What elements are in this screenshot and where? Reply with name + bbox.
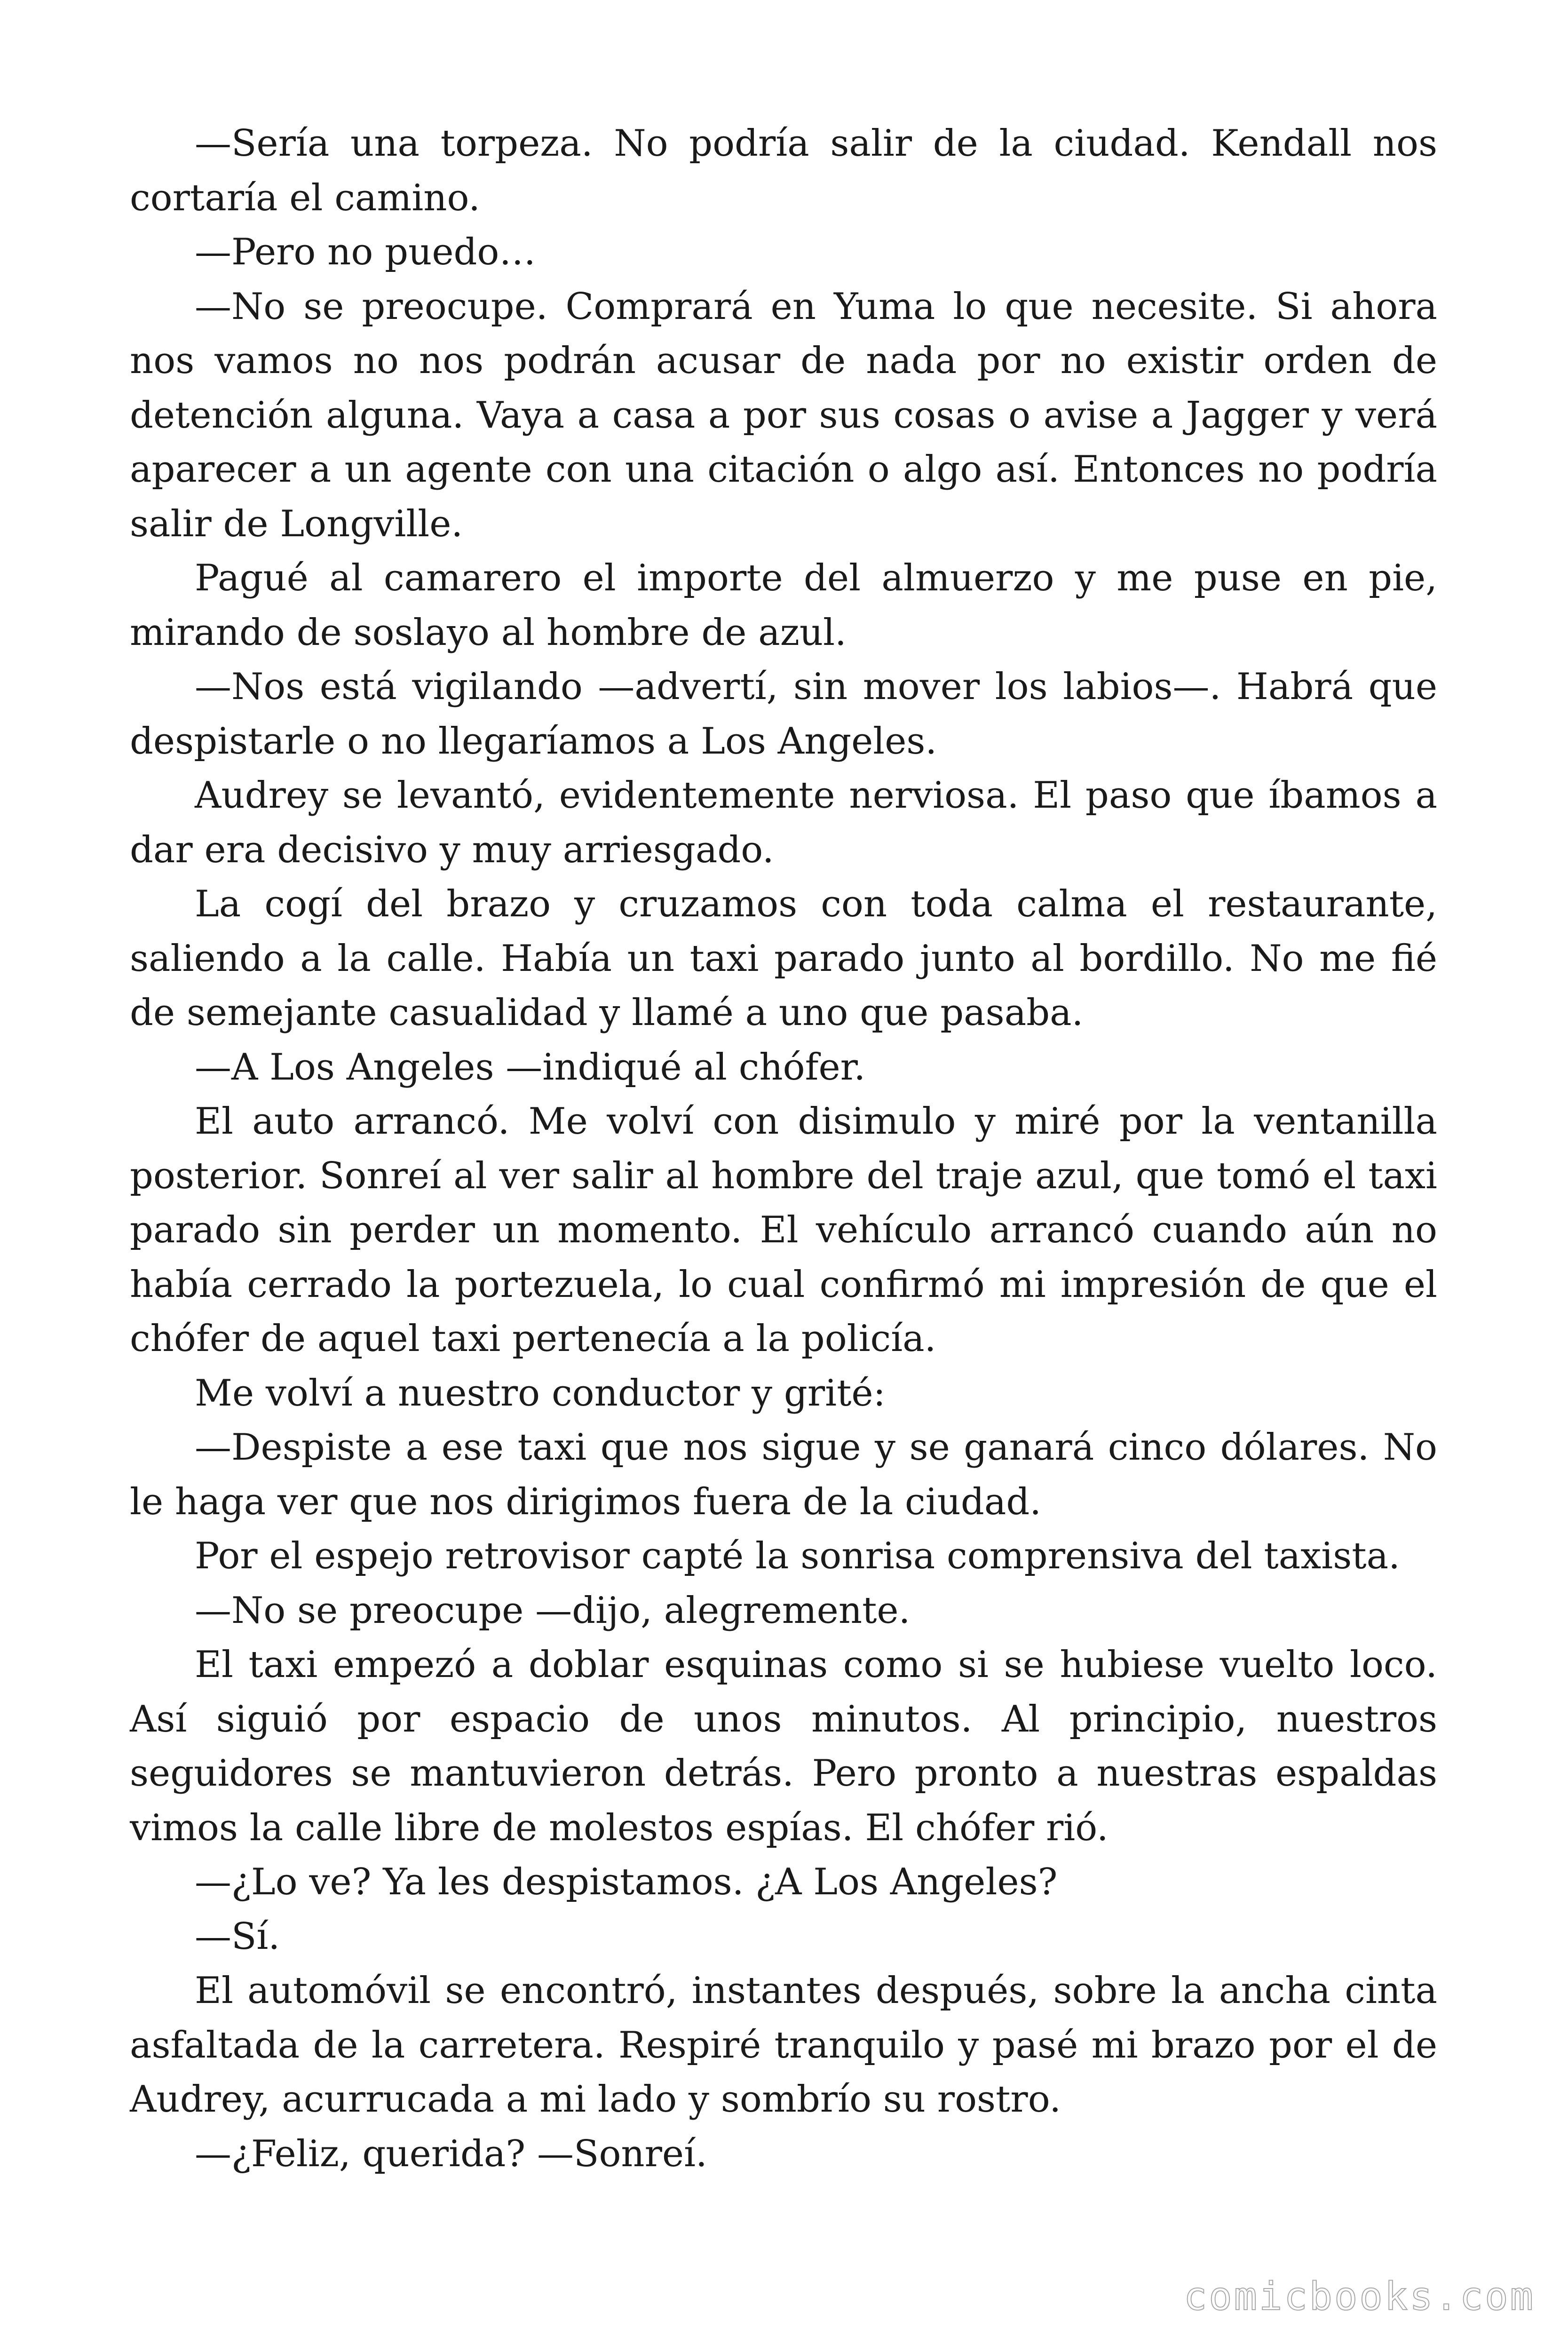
body-text xyxy=(130,117,1437,2181)
paragraph: El automóvil se encontró, instantes después, sobre la ancha cinta asfaltada de la carretera. Respiré tranquilo y pasé mi brazo por el de Audrey, acurrucada a mi lado y sombrío su rostro. xyxy=(130,1970,1437,2121)
paragraph: El auto arrancó. Me volví con disimulo y miré por la ventanilla posterior. Sonreí al ver salir al hombre del traje azul, que tomó el taxi parado sin perder un momento. El vehículo arrancó cuando aún no había cerrado la portezuela, lo cual confirmó mi impresión de que el chófer de aquel taxi pertenecía a la policía. xyxy=(130,1100,1437,1360)
paragraph: —¿Lo ve? Ya les despistamos. ¿A Los Angeles? xyxy=(195,1861,1058,1903)
paragraph: —¿Feliz, querida? —Sonreí. xyxy=(195,2132,707,2175)
paragraph: Audrey se levantó, evidentemente nerviosa. El paso que íbamos a dar era decisivo y muy arriesgado. xyxy=(130,774,1437,871)
paragraph: Por el espejo retrovisor capté la sonrisa comprensiva del taxista. xyxy=(195,1535,1400,1577)
paragraph: —Sería una torpeza. No podría salir de la ciudad. Kendall nos cortaría el camino. xyxy=(130,122,1437,219)
paragraph: La cogí del brazo y cruzamos con toda calma el restaurante, saliendo a la calle. Había un taxi parado junto al bordillo. No me fié de semejante casualidad y llamé a uno que pasaba. xyxy=(130,883,1437,1034)
paragraph: —No se preocupe —dijo, alegremente. xyxy=(195,1589,911,1632)
paragraph: —No se preocupe. Comprará en Yuma lo que necesite. Si ahora nos vamos no nos podrán acusar de nada por no existir orden de detención alguna. Vaya a casa a por sus cosas o avise a Jagger y verá aparecer a un agente con una citación o algo así. Entonces no podría salir de Longville. xyxy=(130,285,1437,545)
paragraph: —Despiste a ese taxi que nos sigue y se ganará cinco dólares. No le haga ver que nos dirigimos fuera de la ciudad. xyxy=(130,1426,1437,1523)
paragraph: —Sí. xyxy=(195,1915,280,1958)
paragraph: Me volví a nuestro conductor y grité: xyxy=(195,1372,886,1414)
paragraph: —Nos está vigilando —advertí, sin mover los labios—. Habrá que despistarle o no llegaríamos a Los Angeles. xyxy=(130,666,1437,763)
paragraph: El taxi empezó a doblar esquinas como si se hubiese vuelto loco. Así siguió por espacio de unos minutos. Al principio, nuestros seguidores se mantuvieron detrás. Pero pronto a nuestras espaldas vimos la calle libre de molestos espías. El chófer rió. xyxy=(130,1644,1437,1849)
paragraph: Pagué al camarero el importe del almuerzo y me puse en pie, mirando de soslayo al hombre de azul. xyxy=(130,557,1437,654)
paragraph: —A Los Angeles —indiqué al chófer. xyxy=(195,1046,866,1089)
site-watermark: comicbooks.com xyxy=(1183,2274,1535,2319)
paragraph: —Pero no puedo… xyxy=(195,231,536,273)
